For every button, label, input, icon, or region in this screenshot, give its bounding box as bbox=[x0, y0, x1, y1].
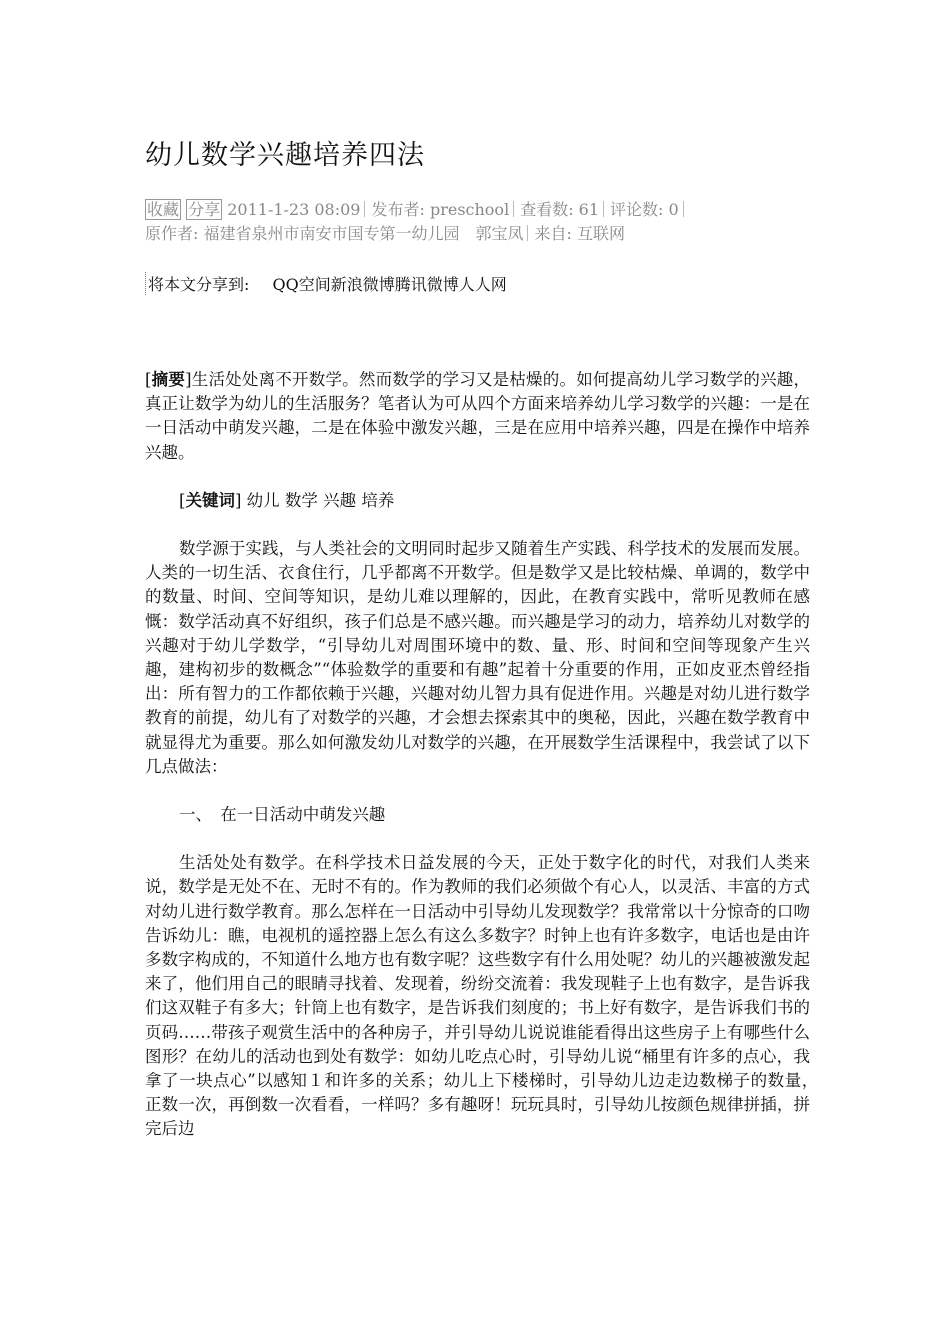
comment-count: 评论数: 0 bbox=[610, 200, 679, 219]
meta-line-2 bbox=[145, 222, 690, 246]
meta-divider bbox=[603, 201, 604, 217]
meta-divider bbox=[364, 201, 365, 217]
article-title: 幼儿数学兴趣培养四法 bbox=[145, 140, 425, 171]
share-links[interactable]: QQ空间新浪微博腾讯微博人人网 bbox=[272, 275, 507, 294]
keywords-text: ] 幼儿 数学 兴趣 培养 bbox=[234, 490, 395, 510]
keywords-bracket: [ bbox=[179, 490, 186, 510]
keywords-label: 关键词 bbox=[185, 490, 235, 510]
publisher-info: 发布者: preschool bbox=[371, 200, 510, 219]
abstract-bracket: [ bbox=[145, 370, 152, 389]
abstract-label: 摘要 bbox=[151, 370, 186, 389]
section-heading: 一、 在一日活动中萌发兴趣 bbox=[179, 805, 386, 825]
article-meta bbox=[145, 198, 690, 246]
article-source: 来自: 互联网 bbox=[534, 224, 625, 243]
favorite-button[interactable]: 收藏 bbox=[147, 200, 180, 219]
intro-paragraph: 数学源于实践，与人类社会的文明同时起步又随着生产实践、科学技术的发展而发展。人类的一切生活、衣食住行，几乎都离不开数学。但是数学又是比较枯燥、单调的，数学中的数量、时间、空间等知识，是幼儿难以理解的，因此，在教育实践中，常听见教师在感慨：数学活动真不好组织，孩子们总是不感兴趣。而兴趣是学习的动力，培养幼儿对数学的兴趣对于幼儿学数学，“引导幼儿对周围环境中的数、量、形、时间和空间等现象产生兴趣，建构初步的数概念”“体验数学的重要和有趣”起着十分重要的作用，正如皮亚杰曾经指出：所有智力的工作都依赖于兴趣，兴趣对幼儿智力具有促进作用。兴趣是对幼儿进行数学教育的前提，幼儿有了对数学的兴趣，才会想去探索其中的奥秘，因此，兴趣在数学教育中就显得尤为重要。那么如何激发幼儿对数学的兴趣，在开展数学生活课程中，我尝试了以下几点做法： bbox=[145, 539, 810, 776]
publish-datetime: 2011-1-23 08:09 bbox=[227, 200, 361, 219]
meta-divider bbox=[527, 225, 528, 241]
section-paragraph: 生活处处有数学。在科学技术日益发展的今天，正处于数字化的时代，对我们人类来说，数学是无处不在、无时不有的。作为教师的我们必须做个有心人，以灵活、丰富的方式对幼儿进行数学教育。那么怎样在一日活动中引导幼儿发现数学？我常常以十分惊奇的口吻告诉幼儿：瞧，电视机的遥控器上怎么有这么多数字？时钟上也有许多数字，电话也是由许多数字构成的，不知道什么地方也有数字呢？这些数字有什么用处呢？幼儿的兴趣被激发起来了，他们用自己的眼睛寻找着、发现着，纷纷交流着：我发现鞋子上也有数字，是告诉我们这双鞋子有多大；针筒上也有数字，是告诉我们刻度的；书上好有数字，是告诉我们书的页码……带孩子观赏生活中的各种房子，并引导幼儿说说谁能看得出这些房子上有哪些什么图形？在幼儿的活动也到处有数学：如幼儿吃点心时，引导幼儿说“桶里有许多的点心，我拿了一块点心”以感知１和许多的关系；幼儿上下楼梯时，引导幼儿边走边数梯子的数量， 正数一次，再倒数一次看看，一样吗？多有趣呀！玩玩具时，引导幼儿按颜色规律拼插，拼完后边 bbox=[145, 853, 827, 1139]
view-count: 查看数: 61 bbox=[520, 200, 600, 219]
share-bar bbox=[145, 272, 507, 295]
share-button[interactable]: 分享 bbox=[188, 200, 221, 219]
share-prefix: 将本文分享到: bbox=[148, 275, 250, 294]
keywords-paragraph bbox=[145, 489, 810, 513]
meta-divider bbox=[513, 201, 514, 217]
meta-divider bbox=[683, 201, 684, 217]
abstract-paragraph bbox=[145, 368, 810, 465]
article-body bbox=[145, 368, 827, 1142]
original-author: 原作者: 福建省泉州市南安市国专第一幼儿园 郭宝凤 bbox=[145, 224, 524, 243]
abstract-text: ]生活处处离不开数学。然而数学的学习又是枯燥的。如何提高幼儿学习数学的兴趣，真正让数学为幼儿的生活服务？笔者认为可从四个方面来培养幼儿学习数学的兴趣：一是在一日活动中萌发兴趣，二是在体验中激发兴趣，三是在应用中培养兴趣，四是在操作中培养兴趣。 bbox=[145, 370, 811, 462]
